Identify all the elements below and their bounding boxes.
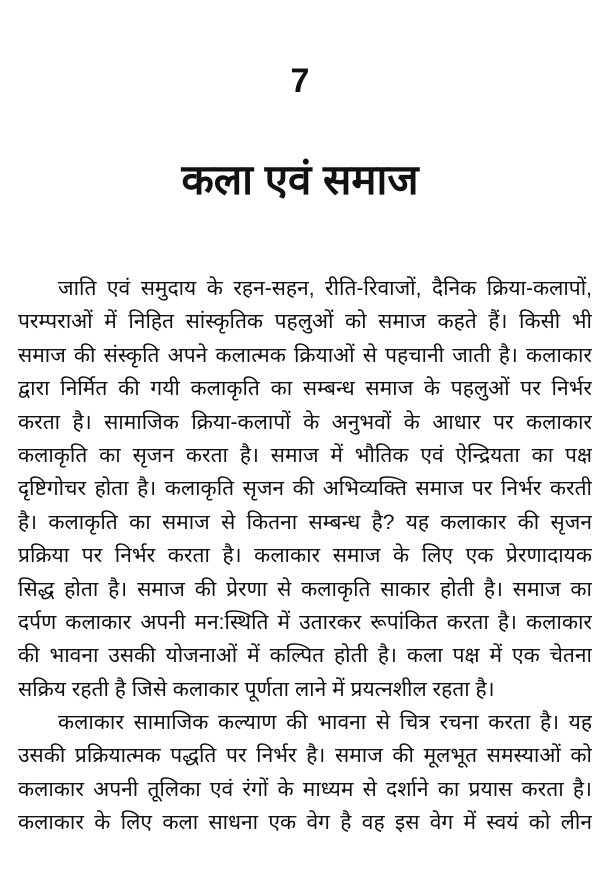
text-line: कलाकार के लिए कला साधना एक वेग है वह इस वेग में स्वयं को लीन	[18, 811, 592, 835]
text-line: दर्पण कलाकार अपनी मन:स्थिति में उतारकर रूपांकित करता है। कलाकार	[18, 610, 592, 634]
paragraph	[18, 272, 592, 706]
chapter-body	[18, 272, 592, 840]
text-line: सक्रिय रहती है जिसे कलाकार पूर्णता लाने में प्रयत्नशील रहता है।	[18, 677, 495, 701]
text-line: दृष्टिगोचर होता है। कलाकृति सृजन की अभिव्यक्ति समाज पर निर्भर करती	[18, 477, 592, 501]
text-line: उसकी प्रक्रियात्मक पद्धति पर निर्भर है। समाज की मूलभूत समस्याओं को	[18, 744, 592, 768]
text-line: द्वारा निर्मित की गयी कलाकृति का सम्बन्ध समाज के पहलुओं पर निर्भर	[18, 377, 592, 401]
text-line: परम्पराओं में निहित सांस्कृतिक पहलुओं को समाज कहते हैं। किसी भी	[18, 310, 592, 334]
text-line: है। कलाकृति का समाज से कितना सम्बन्ध है? यह कलाकार की सृजन	[18, 510, 592, 534]
text-line: समाज की संस्कृति अपने कलात्मक क्रियाओं से पहचानी जाती है। कलाकार	[18, 343, 592, 367]
text-line: सिद्ध होता है। समाज की प्रेरणा से कलाकृति साकार होती है। समाज का	[18, 577, 592, 601]
chapter-title: कला एवं समाज	[181, 156, 419, 203]
text-line: जाति एवं समुदाय के रहन-सहन, रीति-रिवाजों, दैनिक क्रिया-कलापों,	[58, 277, 592, 300]
text-line: करता है। सामाजिक क्रिया-कलापों के अनुभवों के आधार पर कलाकार	[18, 410, 592, 434]
text-line: प्रक्रिया पर निर्भर करता है। कलाकार समाज के लिए एक प्रेरणादायक	[18, 544, 592, 568]
chapter-number: 7	[290, 62, 310, 100]
text-line: कलाकार अपनी तूलिका एवं रंगों के माध्यम से दर्शाने का प्रयास करता है।	[18, 777, 592, 801]
text-line: कलाकृति का सृजन करता है। समाज में भौतिक एवं ऐन्द्रियता का पक्ष	[18, 443, 592, 467]
text-line: कलाकार सामाजिक कल्याण की भावना से चित्र रचना करता है। यह	[58, 711, 592, 735]
text-line: की भावना उसकी योजनाओं में कल्पित होती है। कला पक्ष में एक चेतना	[18, 644, 592, 668]
paragraph	[18, 706, 592, 840]
